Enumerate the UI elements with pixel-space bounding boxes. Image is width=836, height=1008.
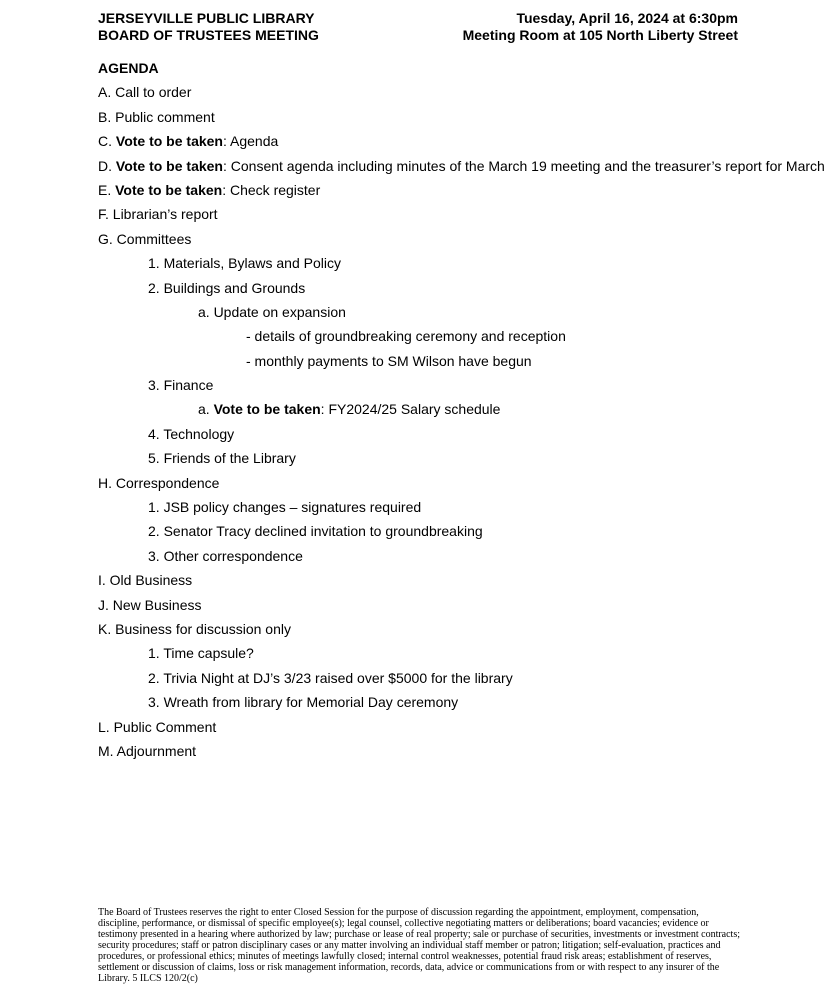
agenda-item: [98, 183, 738, 197]
agenda-item: [98, 598, 738, 612]
agenda-text: 3. Wreath from library for Memorial Day ceremony: [148, 694, 459, 711]
agenda-item: [98, 232, 738, 246]
agenda-text: E.: [98, 181, 116, 198]
agenda-list: [98, 84, 825, 759]
agenda-item: [98, 256, 738, 270]
agenda-item: [98, 402, 738, 416]
agenda-item: [98, 622, 738, 636]
agenda-item: [98, 110, 738, 124]
org-name: JERSEYVILLE PUBLIC LIBRARY: [98, 10, 315, 26]
vote-label: Vote to be taken: [213, 401, 321, 418]
agenda-text: - monthly payments to SM Wilson have begun: [246, 352, 532, 369]
agenda-item: [98, 744, 738, 758]
agenda-item: [98, 573, 738, 587]
agenda-text: 1. JSB policy changes – signatures required: [148, 499, 422, 516]
agenda-text: 2. Buildings and Grounds: [148, 279, 306, 296]
agenda-item: [98, 500, 738, 514]
agenda-item: [98, 720, 738, 734]
agenda-item: [98, 427, 738, 441]
agenda-text: : FY2024/25 Salary schedule: [320, 401, 501, 418]
agenda-text: : Check register: [222, 181, 321, 198]
header-left: [98, 10, 319, 44]
agenda-text: I. Old Business: [98, 572, 193, 589]
agenda-item: [98, 695, 738, 709]
agenda-item: [98, 549, 738, 563]
agenda-item: [98, 671, 738, 685]
agenda-text: 4. Technology: [148, 425, 235, 442]
agenda-text: A. Call to order: [98, 84, 192, 101]
agenda-item: [98, 378, 738, 392]
agenda-text: 3. Finance: [148, 377, 214, 394]
agenda-text: - details of groundbreaking ceremony and reception: [246, 328, 566, 345]
agenda-item: [98, 354, 738, 368]
agenda-text: B. Public comment: [98, 108, 215, 125]
agenda-text: a.: [198, 401, 214, 418]
agenda-text: 1. Time capsule?: [148, 645, 254, 662]
agenda-item: [98, 281, 738, 295]
agenda-text: J. New Business: [98, 596, 202, 613]
closed-session-notice: The Board of Trustees reserves the right to enter Closed Session for the purpose of discussion regarding the appointment, employment, compensation, discipline, performance, or dismissal of specific employee(s); legal counsel, collective negotiating matters or deliberations; board vacancies; evidence or testimony presented in a hearing where authorized by law; purchase or lease of real property; sale or purchase of securities, investments or investment contracts; security procedures; staff or patron disciplinary cases or any matter involving an individual staff member or patron; litigation; self-evaluation, practices and procedures, or professional ethics; minutes of meetings lawfully closed; internal control weaknesses, potential fraud risk areas; establishment of reserves, settlement or discussion of claims, loss or risk management information, records, data, advice or communications from or with respect to any insurer of the Library. 5 ILCS 120/2(c): [98, 907, 740, 984]
agenda-item: [98, 305, 738, 319]
header-right: [463, 10, 738, 44]
vote-label: Vote to be taken: [115, 157, 223, 174]
agenda-text: M. Adjournment: [98, 742, 197, 759]
agenda-text: C.: [98, 133, 116, 150]
agenda-item: [98, 329, 738, 343]
agenda-text: 2. Senator Tracy declined invitation to groundbreaking: [148, 523, 483, 540]
agenda-text: a. Update on expansion: [198, 303, 346, 320]
agenda-text: 1. Materials, Bylaws and Policy: [148, 255, 341, 272]
vote-label: Vote to be taken: [115, 181, 223, 198]
agenda-item: [98, 134, 738, 148]
agenda-text: F. Librarian’s report: [98, 206, 218, 223]
agenda-heading: AGENDA: [98, 60, 159, 76]
agenda-text: 2. Trivia Night at DJ’s 3/23 raised over $5000 for the library: [148, 669, 513, 686]
agenda-item: [98, 157, 825, 174]
agenda-item: [98, 85, 738, 99]
vote-label: Vote to be taken: [115, 133, 223, 150]
agenda-item: [98, 451, 738, 465]
meeting-name: BOARD OF TRUSTEES MEETING: [98, 27, 319, 43]
agenda-text: 5. Friends of the Library: [148, 450, 296, 467]
agenda-item: [98, 207, 738, 221]
agenda-text: K. Business for discussion only: [98, 620, 291, 637]
agenda-text: H. Correspondence: [98, 474, 220, 491]
agenda-text: : Agenda: [222, 133, 279, 150]
agenda-item: [98, 476, 738, 490]
agenda-item: [98, 524, 738, 538]
meeting-datetime: Tuesday, April 16, 2024 at 6:30pm: [516, 10, 738, 26]
meeting-location: Meeting Room at 105 North Liberty Street: [462, 27, 738, 43]
agenda-text: G. Committees: [98, 230, 192, 247]
document-header: [98, 10, 738, 44]
agenda-text: D.: [98, 157, 116, 174]
agenda-text: : Consent agenda including minutes of the March 19 meeting and the treasurer’s report for March: [222, 157, 825, 174]
agenda-text: L. Public Comment: [98, 718, 217, 735]
agenda-text: 3. Other correspondence: [148, 547, 303, 564]
agenda-item: [98, 646, 738, 660]
